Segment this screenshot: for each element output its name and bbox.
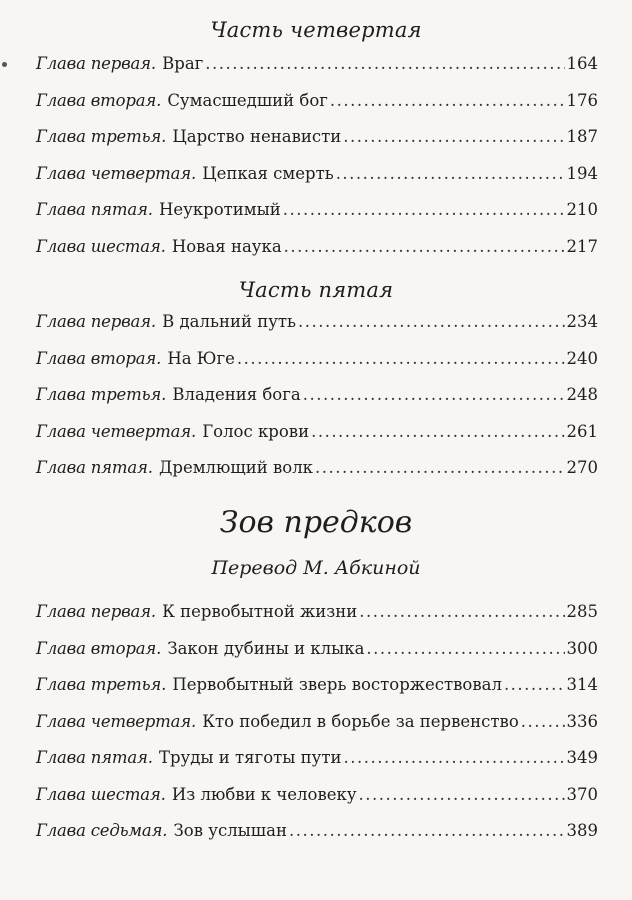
toc-entry (36, 422, 598, 459)
chapter-title: Из любви к человеку (171, 784, 357, 804)
chapter-label: Глава четвертая (36, 711, 191, 731)
dot-leader (359, 785, 565, 804)
dot-leader (298, 312, 564, 331)
chapter-separator: . (190, 421, 197, 441)
chapter-title: Царство ненависти (172, 127, 342, 146)
dot-leader (366, 639, 564, 658)
chapter-label: Глава пятая (36, 458, 148, 477)
chapter-label: Глава вторая (36, 348, 157, 368)
chapter-label: Глава первая (36, 54, 151, 73)
chapter-separator: . (147, 748, 153, 767)
chapter-label: Глава шестая (36, 784, 161, 804)
toc-entry (36, 385, 598, 422)
chapter-title: Зов услышан (173, 821, 287, 840)
page-number: 248 (566, 385, 598, 404)
dot-leader (311, 422, 564, 441)
page-number: 234 (566, 312, 598, 331)
page-number: 164 (566, 54, 598, 73)
toc-entry (36, 200, 598, 237)
chapter-title: Труды и тяготы пути (158, 748, 342, 767)
toc-entry (36, 602, 598, 639)
chapter-separator: . (156, 638, 162, 658)
chapter-title: Сумасшедший бог (167, 90, 328, 110)
chapter-label: Глава шестая (36, 236, 161, 256)
chapter-separator: . (161, 385, 167, 404)
chapter-label: Глава первая (36, 602, 151, 621)
dot-leader (330, 91, 565, 110)
part-four-toc (36, 54, 598, 273)
dot-leader (237, 349, 565, 368)
toc-entry (36, 675, 598, 712)
chapter-title: Дремлющий волк (158, 458, 313, 477)
chapter-separator: . (150, 54, 157, 73)
part-five-toc (36, 312, 598, 495)
page-number: 270 (566, 458, 598, 477)
chapter-separator: . (190, 163, 197, 183)
toc-entry (36, 821, 598, 858)
dot-leader (303, 385, 565, 404)
dot-leader (205, 54, 564, 73)
book-title: Зов предков (219, 505, 413, 540)
chapter-label: Глава вторая (36, 90, 157, 110)
chapter-title: На Юге (167, 348, 235, 368)
page-number: 261 (566, 421, 598, 441)
chapter-separator: . (147, 200, 153, 219)
part-four-title: Часть четвертая (210, 18, 422, 42)
toc-entry (36, 458, 598, 495)
dot-leader (283, 200, 565, 219)
page-number: 217 (566, 236, 598, 256)
toc-entry (36, 237, 598, 274)
dot-leader (359, 602, 564, 621)
dot-leader (289, 821, 565, 840)
part-five-title: Часть пятая (238, 278, 394, 302)
page-number: 240 (566, 348, 598, 368)
toc-entry (36, 639, 598, 676)
chapter-label: Глава вторая (36, 638, 157, 658)
chapter-separator: . (147, 458, 153, 477)
dot-leader (504, 675, 565, 694)
toc-entry (36, 349, 598, 386)
toc-entry (36, 54, 598, 91)
page-number: 336 (566, 711, 598, 731)
chapter-label: Глава седьмая (36, 821, 163, 840)
toc-entry (36, 164, 598, 201)
chapter-separator: . (160, 236, 166, 256)
chapter-title: Закон дубины и клыка (167, 638, 365, 658)
toc-entry (36, 785, 598, 822)
chapter-label: Глава пятая (36, 200, 148, 219)
page-number: 314 (566, 675, 598, 694)
chapter-title: Владения бога (172, 385, 301, 404)
page-number: 210 (566, 200, 598, 219)
chapter-title: Цепкая смерть (202, 163, 334, 183)
chapter-label: Глава третья (36, 385, 162, 404)
book-two-toc (36, 602, 598, 858)
chapter-separator: . (162, 821, 168, 840)
chapter-separator: . (156, 90, 162, 110)
page-number: 300 (566, 638, 598, 658)
translator-line: Перевод М. Абкиной (211, 557, 421, 579)
chapter-label: Глава третья (36, 127, 162, 146)
chapter-title: Новая наука (171, 236, 282, 256)
chapter-label: Глава четвертая (36, 421, 191, 441)
dot-leader (336, 164, 565, 183)
chapter-title: Первобытный зверь восторжествовал (172, 675, 502, 694)
dot-leader (315, 458, 565, 477)
chapter-label: Глава первая (36, 312, 151, 331)
page-number: 349 (566, 748, 598, 767)
page-mark (2, 62, 7, 67)
chapter-separator: . (161, 127, 167, 146)
page-number: 194 (566, 163, 598, 183)
page-number: 187 (566, 127, 598, 146)
chapter-label: Глава пятая (36, 748, 148, 767)
chapter-separator: . (150, 602, 157, 621)
chapter-separator: . (150, 312, 157, 331)
dot-leader (343, 127, 564, 146)
toc-entry (36, 91, 598, 128)
chapter-title: В дальний путь (162, 312, 297, 331)
chapter-label: Глава четвертая (36, 163, 191, 183)
chapter-title: К первобытной жизни (162, 602, 358, 621)
page-number: 370 (566, 784, 598, 804)
toc-entry (36, 748, 598, 785)
dot-leader (521, 712, 565, 731)
chapter-title: Голос крови (202, 421, 310, 441)
page-number: 176 (566, 90, 598, 110)
toc-entry (36, 312, 598, 349)
chapter-separator: . (156, 348, 162, 368)
chapter-separator: . (161, 675, 167, 694)
page-number: 389 (566, 821, 598, 840)
chapter-label: Глава третья (36, 675, 162, 694)
dot-leader (284, 237, 565, 256)
page-number: 285 (566, 602, 598, 621)
chapter-title: Неукротимый (158, 200, 281, 219)
chapter-title: Враг (162, 54, 204, 73)
toc-entry (36, 712, 598, 749)
toc-entry (36, 127, 598, 164)
chapter-title: Кто победил в борьбе за первенство (202, 711, 519, 731)
dot-leader (343, 748, 564, 767)
chapter-separator: . (190, 711, 197, 731)
chapter-separator: . (160, 784, 166, 804)
